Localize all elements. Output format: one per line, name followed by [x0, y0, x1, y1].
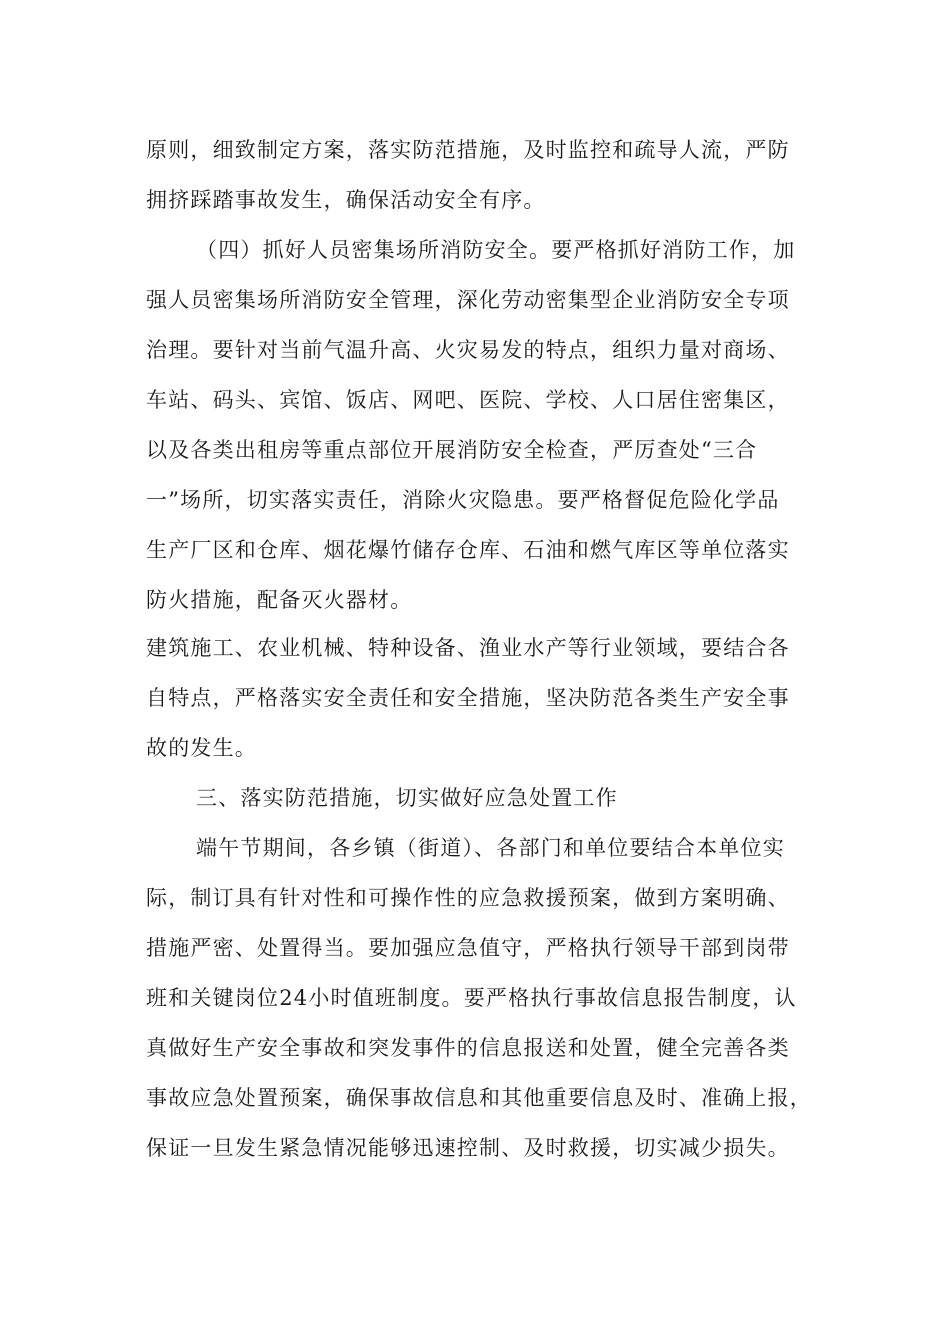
text-line: 建筑施工、农业机械、特种设备、渔业水产等行业领域，要结合各 — [146, 636, 790, 660]
text-line: 端午节期间，各乡镇（街道）、各部门和单位要结合本单位实 — [196, 836, 785, 860]
section-heading-4: （四）抓好人员密集场所消防安全。要严格抓好消防工作，加 — [196, 238, 796, 262]
text-line: 以及各类出租房等重点部位开展消防安全检查，严厉查处“三合 — [146, 438, 758, 462]
text-line: 车站、码头、宾馆、饭店、网吧、医院、学校、人口居住密集区， — [146, 388, 790, 412]
text-line: 际，制订具有针对性和可操作性的应急救援预案，做到方案明确、 — [146, 886, 790, 910]
text-line: 事故应急处置预案，确保事故信息和其他重要信息及时、准确上报， — [146, 1086, 812, 1110]
text-line: 自特点，严格落实安全责任和安全措施，坚决防范各类生产安全事 — [146, 686, 790, 710]
text-line: 班和关键岗位24小时值班制度。要严格执行事故信息报告制度，认 — [146, 986, 797, 1010]
text-line: 保证一旦发生紧急情况能够迅速控制、及时救援，切实减少损失。 — [146, 1136, 790, 1160]
text-line: 一”场所，切实落实责任，消除火灾隐患。要严格督促危险化学品 — [146, 488, 780, 512]
text-line: 拥挤踩踏事故发生，确保活动安全有序。 — [146, 188, 546, 212]
text-line: 强人员密集场所消防安全管理，深化劳动密集型企业消防安全专项 — [146, 288, 790, 312]
text-line: 生产厂区和仓库、烟花爆竹储存仓库、石油和燃气库区等单位落实 — [146, 538, 790, 562]
section-heading-3: 三、落实防范措施，切实做好应急处置工作 — [196, 786, 618, 810]
text-line: 真做好生产安全事故和突发事件的信息报送和处置，健全完善各类 — [146, 1036, 790, 1060]
text-line: 原则，细致制定方案，落实防范措施，及时监控和疏导人流，严防 — [146, 138, 790, 162]
text-line: 故的发生。 — [146, 736, 257, 760]
text-line: 措施严密、处置得当。要加强应急值守，严格执行领导干部到岗带 — [146, 936, 790, 960]
text-line: 治理。要针对当前气温升高、火灾易发的特点，组织力量对商场、 — [146, 338, 790, 362]
text-line: 防火措施，配备灭火器材。 — [146, 588, 413, 612]
